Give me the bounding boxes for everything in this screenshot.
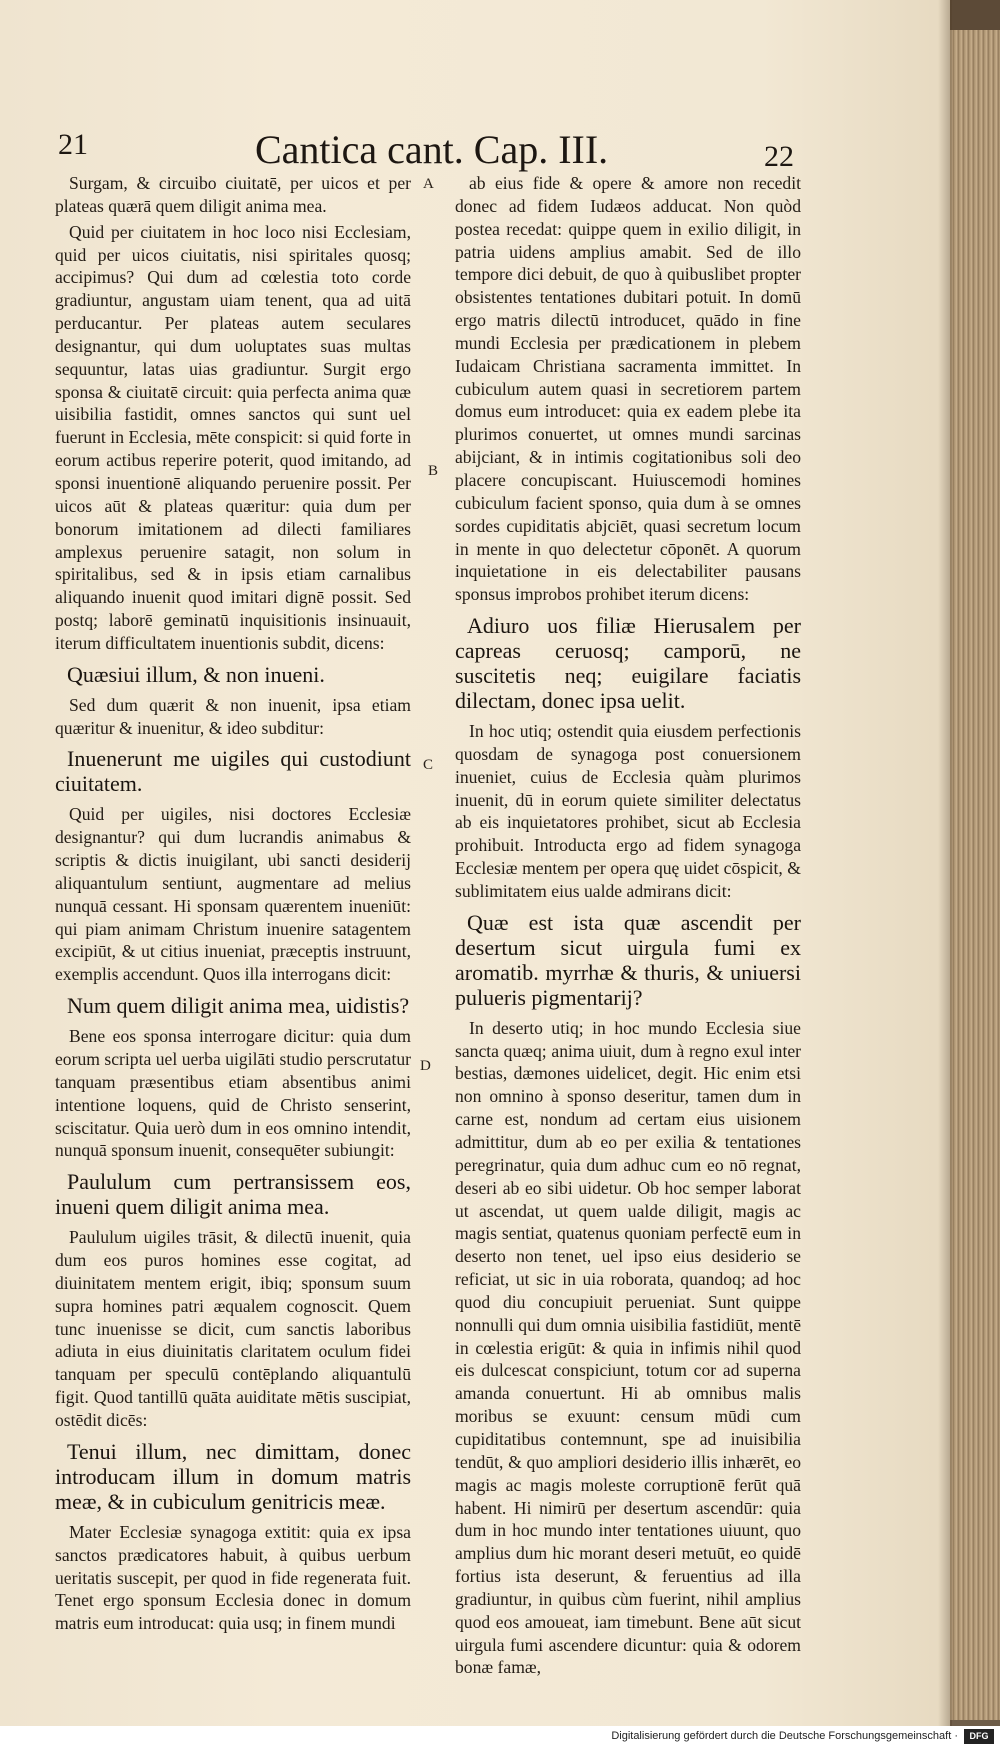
commentary-paragraph: Surgam, & circuibo ciuitatē, per uicos et per plateas quærā quem diligit anima mea. <box>55 173 411 216</box>
scripture-verse: Quæ est ista quæ ascendit per desertum sicut uirgula fumi ex aromatib. myrrhæ & thuris, & uniuersi pulueris pigmentarij? <box>455 909 801 1010</box>
dfg-logo-badge: DFG <box>964 1729 994 1744</box>
commentary-paragraph: Quid per uigiles, nisi doctores Ecclesiæ designantur? qui dum lucrandis animabus & scriptis & dictis inuigilant, ubi sancti desiderij aliquantulum sentiunt, augmentare ad melius nunquā cessant. Hi sponsam quærentem inueniūt: qui piam animam Christum inuenire satagentem excipiūt, & ut citius inueniat, præceptis instruunt, exemplis accendunt. Quos illa interrogans dicit: <box>55 804 411 985</box>
scripture-verse: Num quem diligit anima mea, uidistis? <box>67 993 410 1019</box>
left-text-column <box>55 172 411 1638</box>
right-page-number: 22 <box>764 140 794 173</box>
scripture-verse: Quæsiui illum, & non inueni. <box>67 661 325 687</box>
scripture-verse: Tenui illum, nec dimittam, donec introducam illum in domum matris meæ, & in cubiculum genitricis meæ. <box>55 1438 411 1514</box>
running-title: Cantica cant. Cap. III. <box>255 127 609 172</box>
scripture-verse: Inuenerunt me uigiles qui custodiunt ciuitatem. <box>55 746 411 797</box>
margin-letter-a: A <box>423 176 434 192</box>
commentary-paragraph: Bene eos sponsa interrogare dicitur: quia dum eorum scripta uel uerba uigilāti studio perscrutatur tanquam præsentibus etiam absentibus animi intentione loquens, quid de Christo senserint, sciscitatur. Quia uerò dum in eos omnino intendit, nunquā sponsum inuenit, consequēter subiungit: <box>55 1026 411 1161</box>
commentary-paragraph: Paululum uigiles trāsit, & dilectū inuenit, quia dum eos puros homines esse cogitat, ad diuinitatem mentem erigit, ibiq; sponsum suum supra homines patri æqualem cognoscit. Quem tunc inuenisse se dicit, cum sanctis laboribus adiuta in eius diuinitatis claritatem oculum fidei tanquam per speculū contēplando aliquantulū figit. Quod tantillū quāta auiditate mētis suscipiat, ostēdit dicēs: <box>55 1227 411 1430</box>
margin-letter-d: D <box>420 1058 431 1074</box>
commentary-paragraph: Sed dum quærit & non inuenit, ipsa etiam quæritur & inuenitur, & ideo subditur: <box>55 694 411 738</box>
page-gutter-shadow <box>938 0 952 1726</box>
commentary-paragraph: In deserto utiq; in hoc mundo Ecclesia siue sancta quæq; anima uiuit, dum à regno exul inter bestias, dæmones uidelicet, degit. Hic enim etsi non omnino à sponso deseritur, tamen dum in carne est, nondum ad certam eius uisionem admittitur, dum ab eo per exilia & tentationes peregrinatur, quia dum adhuc cum eo nō regnat, deseri ab eo sibi uidetur. Ob hoc semper laborat ut ascendat, ut quem ualde diligit, magis ac magis sentiat, quatenus quoniam perfectē eum in deserto non tenet, uel ipso eius desiderio se reficiat, ut sic in uia roborata, quandoq; ad hoc quod diu concupiuit perueniat. Sunt quippe nonnulli qui dum omnia uisibilia fastidiūt, mentē in cœlestia erigūt: & quia in infimis nihil quod eis dulcescat conspiciunt, totum cor ad superna amanda conuertunt. Hi ab omnibus malis moribus se exuunt: censum mūdi cum cupiditatibus contemnunt, spe ad inuisibilia tendūt, & quo ampliori desiderio illis inhærēt, eo magis ac magis moleste corruptionē ferūt quā habent. Hi nimirū per desertum ascendūr: quia dum in hoc mundo inter tentationes uiuunt, quo amplius dum hic morant deseri metuūt, eo quidē fortius ista deserunt, & feruentius ad illa gradiuntur, in quibus cùm fuerint, nihil amplius quod eos amoueat, iam timebunt. Bene aūt sicut uirgula fumi ascendere dicuntur: quia & odorem bonæ famæ, <box>455 1017 801 1678</box>
scripture-verse: Adiuro uos filiæ Hierusalem per capreas ceruosq; camporū, ne suscitetis neq; euigilare faciatis dilectam, donec ipsa uelit. <box>455 613 801 714</box>
book-page-edges <box>950 30 1000 1720</box>
commentary-paragraph: In hoc utiq; ostendit quia eiusdem perfectionis quosdam de synagoga post conuersionem inueniet, cuius de Ecclesia quàm plurimos inuenit, dū in eorum quiete similiter delectatus ab eis inquietatores prohibet, sicut ab Ecclesia prohibuit. Introducta ergo ad fidem synagoga Ecclesiæ mentem per opera quę uidet cōspicit, & sublimitatem eius ualde admirans dicit: <box>455 721 801 901</box>
book-edge-top <box>950 0 1000 30</box>
footer-credit: Digitalisierung gefördert durch die Deutsche Forschungsgemeinschaft · <box>611 1730 958 1742</box>
commentary-paragraph: Quid per ciuitatem in hoc loco nisi Ecclesiam, quid per uicos ciuitatis, nisi spiritales quosq; accipimus? Qui dum ad cœlestia toto corde gradiuntur, angustam uiam tenent, qua ad uitā perducantur. Per plateas autem seculares designantur, qui dum uoluptates suas multas sequuntur, latas uias gradiuntur. Surgit ergo sponsa & ciuitatē circuit: quia perfecta anima quæ uisibilia fastidit, omnes sanctos qui sunt uel fuerunt in Ecclesia, mēte conspicit: si quid forte in eorum actibus reperire poterit, quod imitando, ad sponsi inuentionē aliquando peruenire possit. Per uicos aūt & plateas quæritur: quia dum per bonorum imitationem ad dilecti familiares amplexus peruenire satagit, non solum in spiritalibus, sed & in ipsis etiam carnalibus aliquando inuenit quod imitari dignē possit. Sed postq; laborē geminatū inquisitionis insinuauit, iterum difficultatem inuentionis subdit, dicens: <box>55 221 411 653</box>
margin-letter-b: B <box>428 463 439 479</box>
left-page-number: 21 <box>58 128 88 161</box>
commentary-paragraph: ab eius fide & opere & amore non recedit donec ad fidem Iudæos adducat. Non quòd postea recedat: quippe quem in exilio diligit, in patria uidens amplius amabit. Sed de illo tempore dici debuit, de quo à quibuslibet propter obsistentes tentationes dubitari potuit. In domū ergo matris dilectū introducet, quādo in fine mundi Ecclesia per prædicationem in plebem Iudaicam Christiana sacramenta immittet. In cubiculum autem quasi in secretiorem partem domus eum introducet: quia ex eadem plebe ita plurimos conuertet, ut omnes mundi sarcinas abijciant, & in intimis cogitationibus soli deo placere concupiscant. Huiuscemodi homines cubiculum facient sponso, quia dum à se omnes sordes cupiditatis abjciēt, quasi secretum locum in mente in quo delectetur cōponēt. A quorum inquietatione in eis delectabiliter pausans sponsus improbos prohibet iterum dicens: <box>455 173 801 605</box>
scripture-verse: Paululum cum pertransissem eos, inueni quem diligit anima mea. <box>55 1169 411 1220</box>
commentary-paragraph: Mater Ecclesiæ synagoga extitit: quia ex ipsa sanctos prædicatores habuit, à quibus uerbum ueritatis suscepit, per quod in fide regenerata fuit. Tenet ergo sponsum Ecclesia donec in domum matris eum introducat: quia usq; in finem mundi <box>55 1521 411 1634</box>
margin-letter-c: C <box>423 757 434 773</box>
right-text-column <box>455 172 801 1682</box>
